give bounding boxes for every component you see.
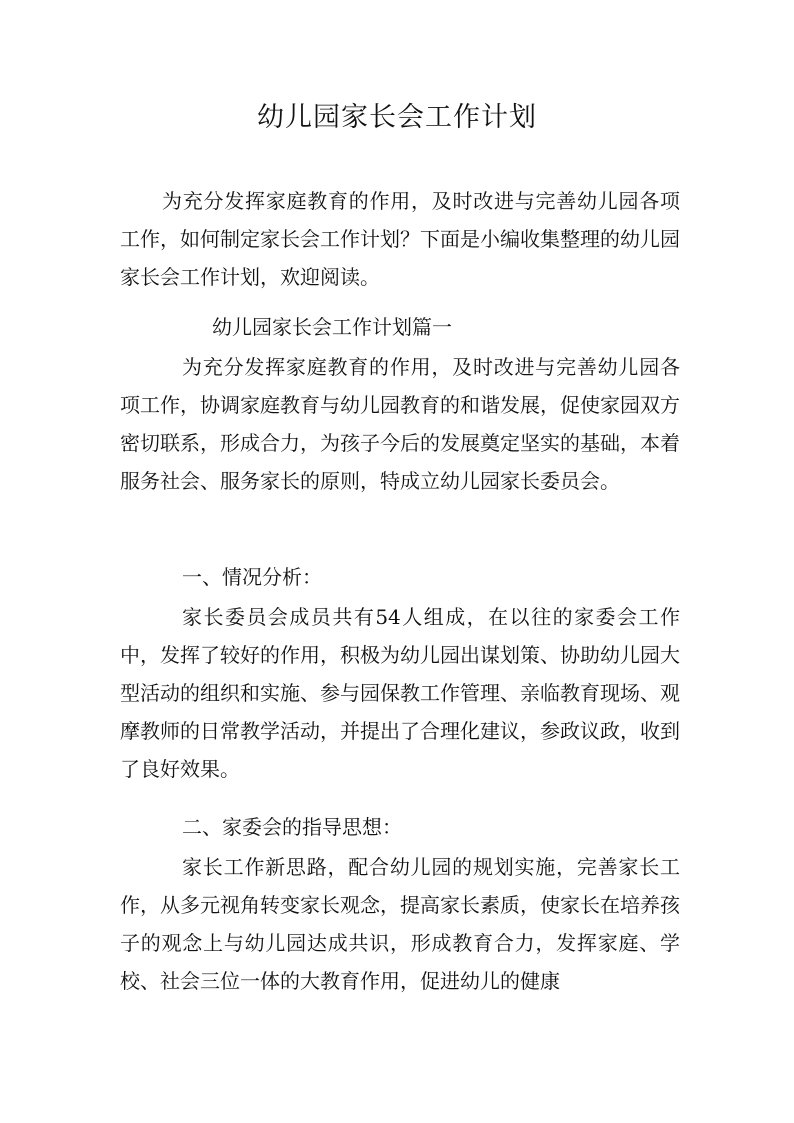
paragraph-situation: 家长委员会成员共有54人组成，在以往的家委会工作中，发挥了较好的作用，积极为幼儿园出谋划策、协助幼儿园大型活动的组织和实施、参与园保教工作管理、亲临教育现场、观摩教师的日常教学活动，并提出了合理化建议，参政议政，收到了良好效果。	[120, 605, 680, 781]
document-title: 幼儿园家长会工作计划	[257, 102, 537, 133]
intro-paragraph: 为充分发挥家庭教育的作用，及时改进与完善幼儿园各项工作，如何制定家长会工作计划？下面是小编收集整理的幼儿园家长会工作计划，欢迎阅读。	[120, 189, 680, 289]
section-subtitle: 幼儿园家长会工作计划篇一	[212, 315, 452, 339]
section-heading-guidance: 二、家委会的指导思想：	[182, 815, 402, 839]
paragraph-guidance: 家长工作新思路，配合幼儿园的规划实施，完善家长工作，从多元视角转变家长观念，提高家长素质，使家长在培养孩子的观念上与幼儿园达成共识，形成教育合力，发挥家庭、学校、社会三位一体的大教育作用，促进幼儿的健康	[120, 855, 680, 993]
paragraph-purpose: 为充分发挥家庭教育的作用，及时改进与完善幼儿园各项工作，协调家庭教育与幼儿园教育的和谐发展，促使家园双方密切联系，形成合力，为孩子今后的发展奠定坚实的基础，本着服务社会、服务家长的原则，特成立幼儿园家长委员会。	[120, 355, 680, 493]
section-heading-situation: 一、情况分析：	[182, 565, 322, 589]
